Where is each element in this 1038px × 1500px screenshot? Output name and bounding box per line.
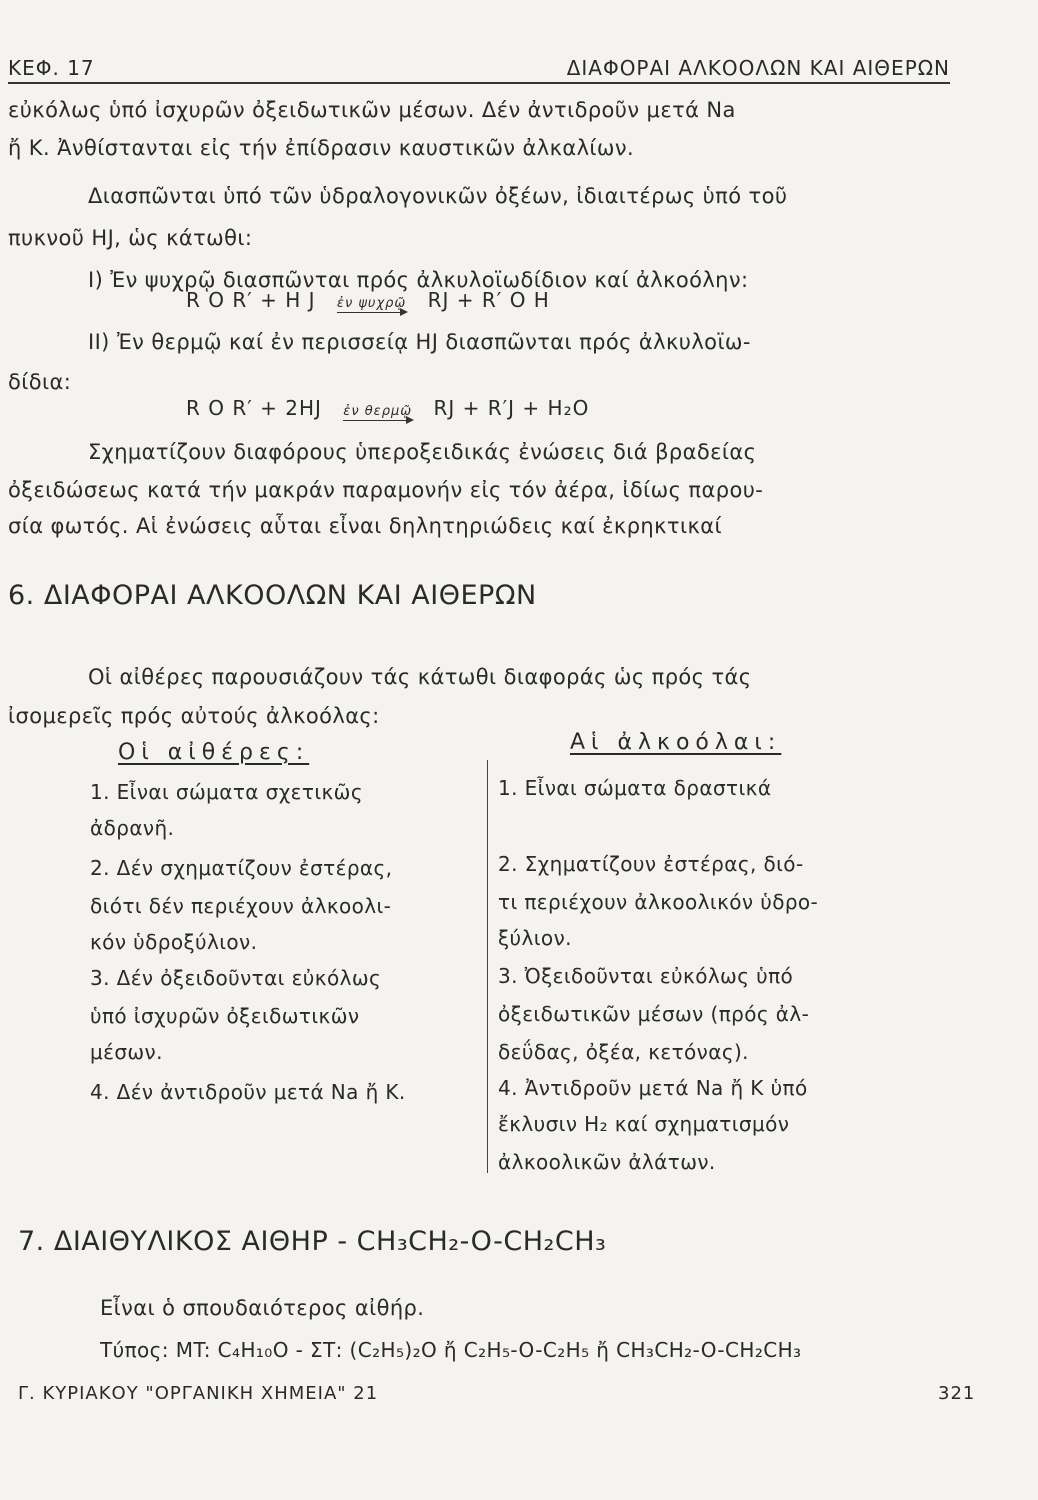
ethers-line: κόν ὑδροξύλιον. — [90, 930, 258, 954]
case2-line1: II) Ἐν θερμῷ καί ἐν περισσείᾳ HJ διασπῶνται πρός ἀλκυλοϊω- — [88, 330, 751, 354]
running-title: ΔΙΑΦΟΡΑΙ ΑΛΚΟΟΛΩΝ ΚΑΙ ΑΙΘΕΡΩΝ — [566, 56, 950, 80]
eq1-condition: ἐν ψυχρῷ — [336, 296, 407, 311]
ethers-line: 4. Δέν ἀντιδροῦν μετά Na ἤ K. — [90, 1080, 406, 1104]
column-head-alcohols: Αἱ ἀλκοόλαι: — [570, 730, 782, 755]
intro-p2-line1: Διασπῶνται ὑπό τῶν ὑδραλογονικῶν ὀξέων, ἰδιαιτέρως ὑπό τοῦ — [88, 184, 788, 208]
alcohols-line: ἔκλυσιν H₂ καί σχηματισμόν — [498, 1112, 790, 1136]
column-head-ethers: Οἱ αἰθέρες: — [118, 740, 310, 765]
ethers-line: διότι δέν περιέχουν ἀλκοολι- — [90, 894, 392, 918]
table-divider — [487, 760, 488, 1173]
ethers-line: 2. Δέν σχηματίζουν ἐστέρας, — [90, 856, 393, 880]
ethers-line: μέσων. — [90, 1040, 163, 1064]
intro-p3-line1: Σχηματίζουν διαφόρους ὑπεροξειδικάς ἐνώσεις διά βραδείας — [88, 440, 757, 464]
section7-title: 7. ΔΙΑΙΘΥΛΙΚΟΣ ΑΙΘΗΡ - CH₃CH₂-O-CH₂CH₃ — [18, 1226, 607, 1257]
alcohols-line: δεΰδας, ὀξέα, κετόνας). — [498, 1040, 749, 1064]
section6-intro-line1: Οἱ αἰθέρες παρουσιάζουν τάς κάτωθι διαφοράς ὡς πρός τάς — [88, 665, 752, 689]
case1-text: I) Ἐν ψυχρῷ διασπῶνται πρός ἀλκυλοϊωδίδιον καί ἀλκοόλην: — [88, 268, 749, 292]
intro-p3-line3: σία φωτός. Αἱ ἐνώσεις αὗται εἶναι δηλητηριώδεις καί ἐκρηκτικαί — [8, 514, 722, 538]
intro-p1-line2: ἤ K. Ἀνθίστανται εἰς τήν ἐπίδρασιν καυστικῶν ἀλκαλίων. — [8, 136, 635, 160]
intro-p2-line2: πυκνοῦ HJ, ὡς κάτωθι: — [8, 226, 253, 250]
alcohols-line: 1. Εἶναι σώματα δραστικά — [498, 776, 772, 800]
alcohols-line: 3. Ὀξειδοῦνται εὐκόλως ὑπό — [498, 964, 794, 988]
case2-line2: δίδια: — [8, 370, 72, 394]
ethers-line: ἀδρανῆ. — [90, 816, 175, 840]
alcohols-line: ξύλιον. — [498, 926, 572, 950]
eq1-rhs: RJ + R′ O H — [427, 288, 550, 312]
eq1-lhs: R O R′ + H J — [186, 288, 316, 312]
section6-intro-line2: ἰσομερεῖς πρός αὐτούς ἀλκοόλας: — [8, 704, 380, 728]
equation-2 — [186, 396, 589, 421]
alcohols-line: 4. Ἀντιδροῦν μετά Na ἤ K ὑπό — [498, 1076, 808, 1100]
section7-line1: Εἶναι ὁ σπουδαιότερος αἰθήρ. — [100, 1296, 425, 1320]
footer-source: Γ. ΚΥΡΙΑΚΟΥ "ΟΡΓΑΝΙΚΗ ΧΗΜΕΙΑ" 21 — [18, 1383, 379, 1404]
eq2-arrow — [343, 404, 412, 421]
chapter-label: ΚΕΦ. 17 — [8, 56, 95, 80]
intro-p3-line2: ὀξειδώσεως κατά τήν μακράν παραμονήν εἰς τόν ἀέρα, ἰδίως παρου- — [8, 478, 764, 502]
ethers-line: ὑπό ἰσχυρῶν ὀξειδωτικῶν — [90, 1004, 360, 1028]
alcohols-line: ἀλκοολικῶν ἀλάτων. — [498, 1150, 716, 1174]
equation-1 — [186, 288, 550, 313]
alcohols-line: τι περιέχουν ἀλκοολικόν ὑδρο- — [498, 890, 819, 914]
ethers-line: 3. Δέν ὀξειδοῦνται εὐκόλως — [90, 966, 382, 990]
section7-formula-line: Τύπος: MT: C₄H₁₀O - ΣΤ: (C₂H₅)₂O ἤ C₂H₅-O-C₂H₅ ἤ CH₃CH₂-O-CH₂CH₃ — [100, 1338, 802, 1362]
eq2-lhs: R O R′ + 2HJ — [186, 396, 322, 420]
eq1-arrow — [337, 296, 406, 313]
ethers-line: 1. Εἶναι σώματα σχετικῶς — [90, 780, 363, 804]
page-number: 321 — [938, 1383, 976, 1404]
eq2-rhs: RJ + R′J + H₂O — [433, 396, 590, 420]
alcohols-line: 2. Σχηματίζουν ἐστέρας, διό- — [498, 852, 804, 876]
intro-p1-line1: εὐκόλως ὑπό ἰσχυρῶν ὀξειδωτικῶν μέσων. Δέν ἀντιδροῦν μετά Na — [8, 98, 736, 122]
alcohols-line: ὀξειδωτικῶν μέσων (πρός ἀλ- — [498, 1002, 810, 1026]
eq2-condition: ἐν θερμῷ — [343, 404, 413, 419]
section6-title: 6. ΔΙΑΦΟΡΑΙ ΑΛΚΟΟΛΩΝ ΚΑΙ ΑΙΘΕΡΩΝ — [8, 580, 537, 611]
header-rule — [8, 82, 950, 84]
